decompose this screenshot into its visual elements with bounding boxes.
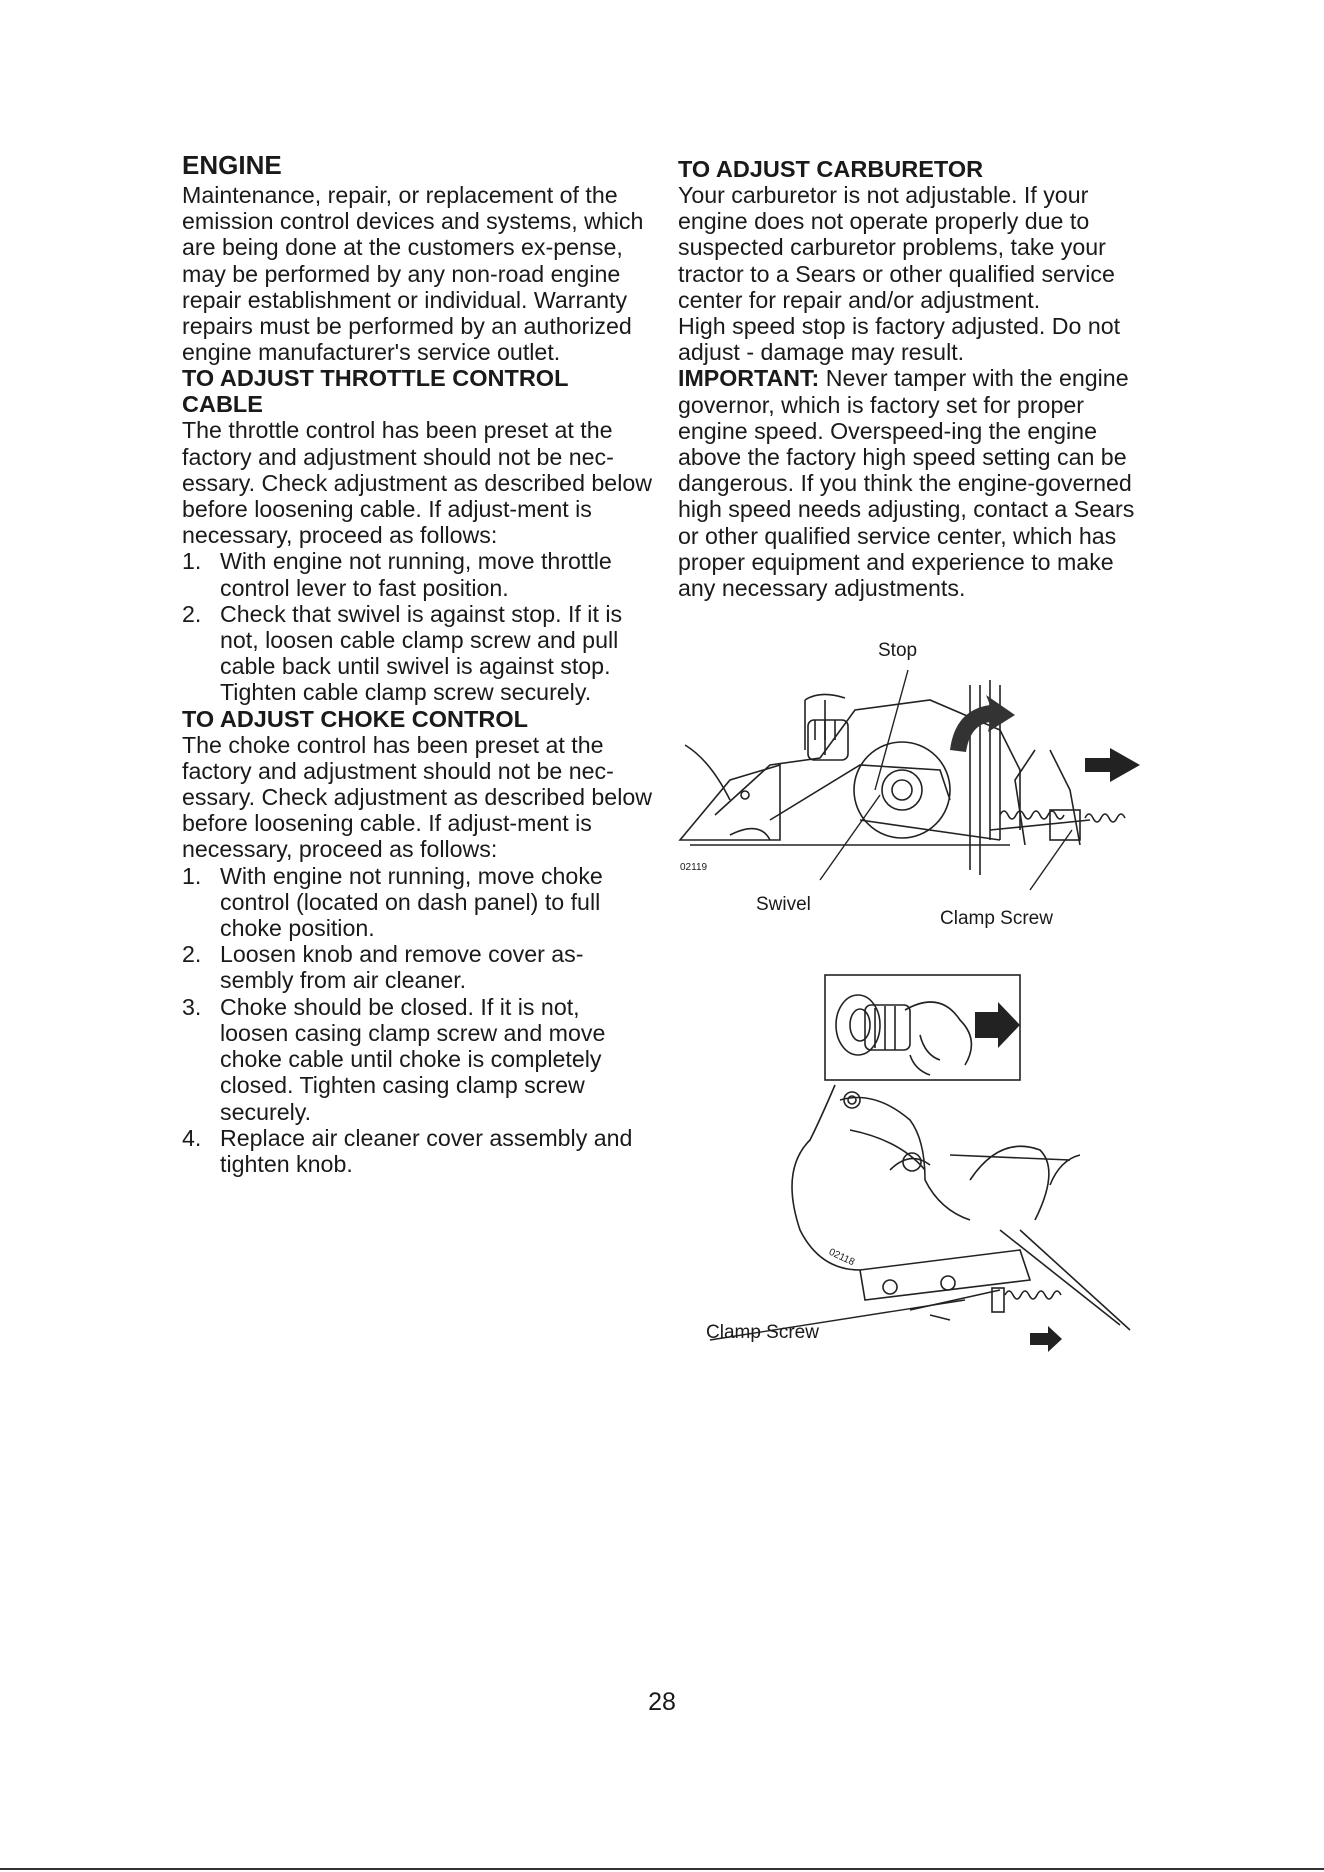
list-item [182,1125,652,1177]
step-text: Loosen knob and remove cover as-sembly from air cleaner. [220,941,584,994]
step-number: 3. [182,993,202,1020]
step-number: 2. [182,941,202,968]
step-number: 1. [182,862,202,889]
swivel-label: Swivel [756,894,811,915]
part-number: 02119 [680,862,708,873]
throttle-heading: TO ADJUST THROTTLE CONTROL CABLE [182,365,569,418]
clamp-screw-label: Clamp Screw [940,908,1053,929]
important-label: IMPORTANT: [678,365,820,392]
step-text: Choke should be closed. If it is not, loosen casing clamp screw and move choke cable until choke is completely closed. Tighten casing clamp screw securely. [220,993,606,1125]
clamp-screw-label-2: Clamp Screw [706,1322,819,1343]
choke-paragraph: The choke control has been preset at the factory and adjustment should not be nec-essary. Check adjustment as described below before loosening cable. If adjust-ment is necessary, proceed as follows: [182,731,652,863]
list-item [182,941,652,993]
carburetor-heading: TO ADJUST CARBURETOR [678,156,984,182]
page-number: 28 [648,1688,676,1716]
engine-heading: ENGINE [182,150,282,180]
important-paragraph [678,365,1148,601]
list-item [182,548,652,600]
stop-label: Stop [878,640,918,661]
step-text: With engine not running, move throttle control lever to fast position. [220,548,612,601]
step-number: 4. [182,1124,202,1151]
throttle-illustration [670,640,1150,940]
step-number: 2. [182,600,202,627]
step-number: 1. [182,548,202,575]
speed-stop-paragraph: High speed stop is factory adjusted. Do not adjust - damage may result. [678,313,1121,366]
important-text: Never tamper with the engine governor, which is factory set for proper engine speed. Overspeed-ing the engine above the factory high speed setting can be dangerous. If you think the engine-governed high speed needs adjusting, contact a Sears or other qualified service center, which has proper equipment and experience to make any necessary adjustments. [678,365,1135,602]
right-column [678,150,1148,601]
throttle-steps [182,548,652,705]
choke-figure [700,970,1150,1360]
throttle-paragraph: The throttle control has been preset at the factory and adjustment should not be nec-essary. Check adjustment as described below before loosening cable. If adjust-ment is necessary, proceed as follows: [182,417,652,549]
list-item [182,601,652,706]
bottom-rule [0,1868,1324,1870]
left-column [182,150,652,1177]
step-text: Replace air cleaner cover assembly and tighten knob. [220,1124,633,1177]
choke-steps [182,863,652,1177]
list-item [182,994,652,1125]
choke-illustration [700,970,1150,1360]
engine-paragraph: Maintenance, repair, or replacement of the emission control devices and systems, which are being done at the customers ex-pense, may be performed by any non-road engine repair establishment or individual. Warranty repairs must be performed by an authorized engine manufacturer's service outlet. [182,182,644,366]
throttle-figure [670,640,1150,940]
part-number: 02118 [826,1246,857,1269]
carburetor-paragraph: Your carburetor is not adjustable. If your engine does not operate properly due to suspected carburetor problems, take your tractor to a Sears or other qualified service center for repair and/or adjustment. [678,182,1115,313]
choke-heading: TO ADJUST CHOKE CONTROL [182,705,528,732]
step-text: Check that swivel is against stop. If it is not, loosen cable clamp screw and pull cable back until swivel is against stop. Tighten cable clamp screw securely. [220,600,623,706]
list-item [182,863,652,942]
step-text: With engine not running, move choke control (located on dash panel) to full choke position. [220,862,603,942]
